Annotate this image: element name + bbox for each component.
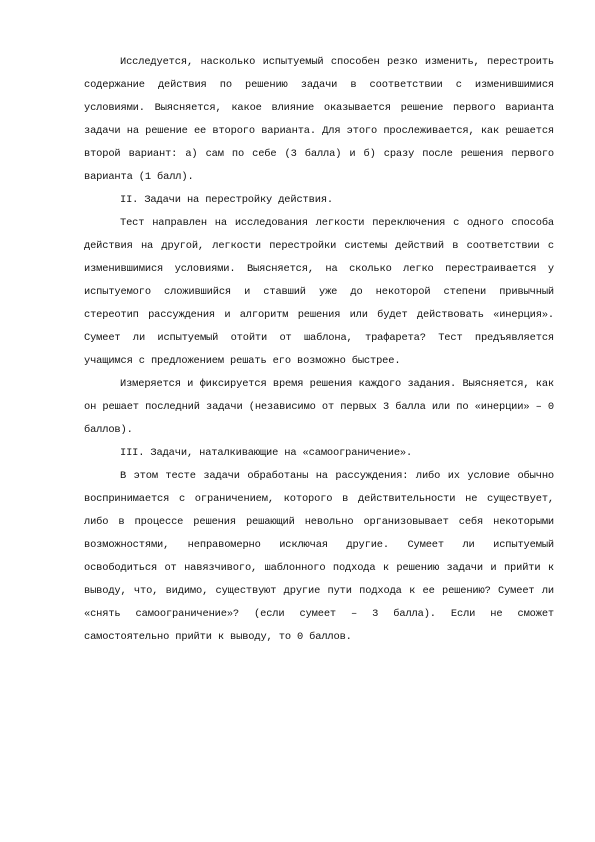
paragraph-test-intro: Исследуется, насколько испытуемый способен резко изменить, перестроить содержание действия по решению задачи в соответствии с изменившимися условиями. Выясняется, какое влияние оказывается решение первого варианта задачи на решение ее второго варианта. Для этого прослеживается, как решается второй вариант: а) сам по себе (3 балла) и б) сразу после решения первого варианта (1 балл). — [84, 56, 554, 183]
paragraph-self-limitation-description: В этом тесте задачи обработаны на рассуждения: либо их условие обычно воспринимается с ограничением, которого в действительности не существует, либо в процессе решения решающий невольно организовывает себя некоторыми возможностями, неправомерно исключая другие. Сумеет ли испытуемый освободиться от навязчивого, шаблонного подхода к решению задачи и прийти к выводу, что, видимо, существуют другие пути подхода к ее решению? Сумеет ли «снять самоограничение»? (если сумеет – 3 балла). Если не сможет самостоятельно прийти к выводу, то 0 баллов. — [84, 470, 554, 643]
paragraph-time-measurement: Измеряется и фиксируется время решения каждого задания. Выясняется, как он решает последний задачи (независимо от первых 3 балла или по «инерции» – 0 баллов). — [84, 378, 554, 436]
section-heading-restructuring: II. Задачи на перестройку действия. — [120, 194, 333, 206]
document-page — [84, 51, 554, 649]
section-heading-self-limitation: III. Задачи, наталкивающие на «самоограничение». — [120, 447, 413, 459]
paragraph-restructuring-description: Тест направлен на исследования легкости переключения с одного способа действия на другой, легкости перестройки системы действий в соответствии с изменившимися условиями. Выясняется, на сколько легко перестраивается у испытуемого сложившийся и ставший уже до некоторой степени привычный стереотип рассуждения и алгоритм решения или будет действовать «инерция». Сумеет ли испытуемый отойти от шаблона, трафарета? Тест предъявляется учащимся с предложением решать его возможно быстрее. — [84, 217, 554, 367]
